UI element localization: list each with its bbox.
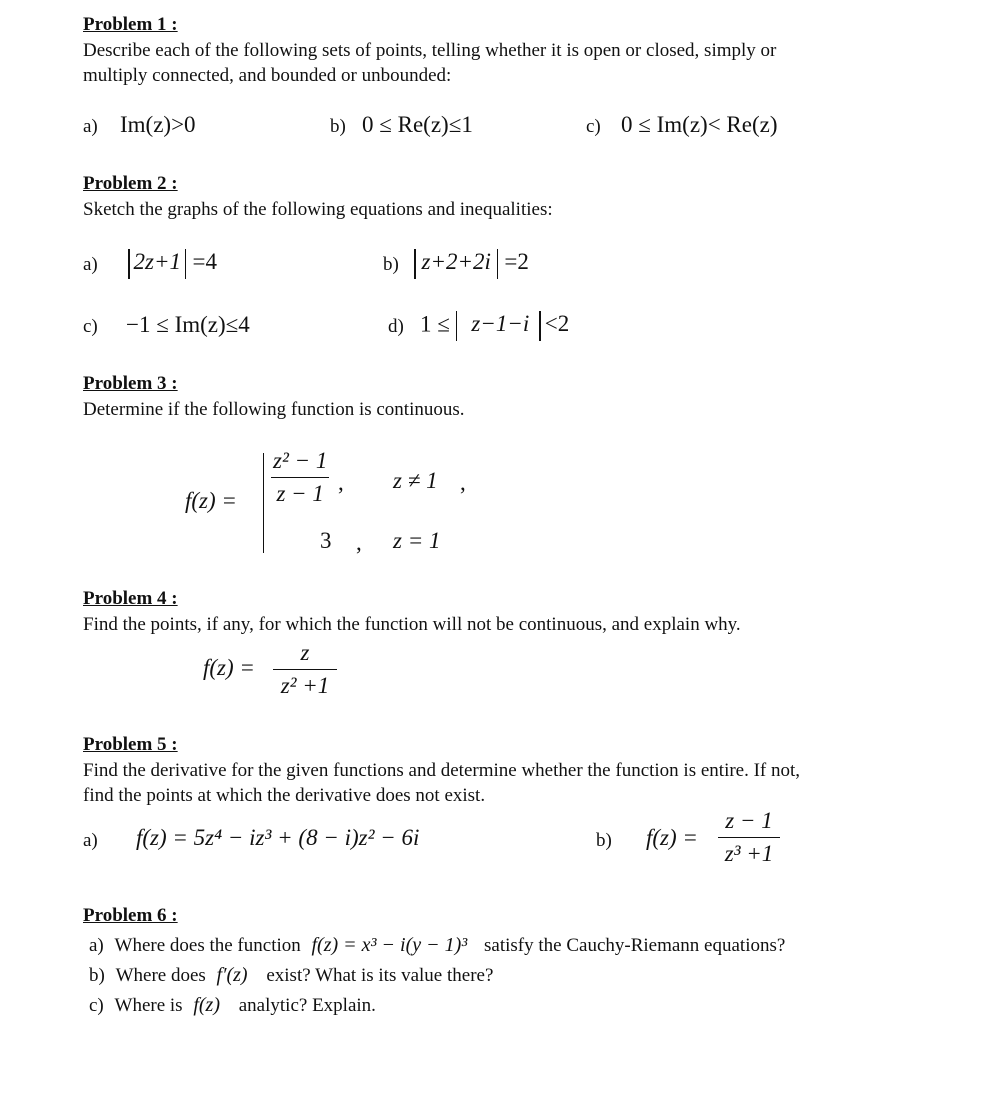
problem-5b-denominator: z³ +1 bbox=[724, 841, 774, 866]
problem-2-heading: Problem 2 : bbox=[83, 173, 178, 194]
problem-4-denominator: z² +1 bbox=[280, 673, 330, 698]
problem-3-condition-2: z = 1 bbox=[393, 528, 441, 553]
problem-1a-expression: Im(z)>0 bbox=[120, 112, 196, 137]
problem-6b-text-1: Where does bbox=[115, 965, 206, 986]
problem-6a-line bbox=[89, 933, 785, 958]
problem-2d-inner: z−1−i bbox=[471, 311, 530, 337]
problem-6b-text-2: exist? What is its value there? bbox=[266, 965, 494, 986]
problem-3-value-2: 3 bbox=[320, 528, 332, 553]
problem-1c-expression: 0 ≤ Im(z)< Re(z) bbox=[621, 112, 778, 137]
problem-2a-inner: 2z+1 bbox=[133, 249, 181, 275]
problem-3-description: Determine if the following function is continuous. bbox=[83, 399, 465, 420]
problem-2b-label: b) bbox=[383, 254, 399, 275]
problem-2a-rhs: =4 bbox=[192, 249, 217, 275]
problem-3-denominator: z − 1 bbox=[276, 481, 324, 506]
problem-6a-math: f(z) = x³ − i(y − 1)³ bbox=[311, 934, 468, 956]
problem-6c-math: f(z) bbox=[193, 994, 220, 1016]
problem-3-comma-1b: , bbox=[460, 470, 466, 495]
problem-5-heading: Problem 5 : bbox=[83, 734, 178, 755]
abs-bar-left bbox=[414, 249, 416, 279]
problem-6c-label: c) bbox=[89, 995, 104, 1016]
problem-2c-expression: −1 ≤ Im(z)≤4 bbox=[126, 312, 250, 337]
problem-2d-lhs: 1 ≤ bbox=[420, 311, 450, 337]
problem-6a-text-1: Where does the function bbox=[114, 935, 301, 956]
problem-6a-label: a) bbox=[89, 935, 104, 956]
problem-1a-label: a) bbox=[83, 116, 98, 137]
abs-bar-right bbox=[539, 311, 541, 341]
abs-bar-left bbox=[456, 311, 458, 341]
problem-5-description-line-1: Find the derivative for the given functions and determine whether the function is entire. If not, bbox=[83, 760, 801, 781]
problem-6b-math: f′(z) bbox=[216, 964, 248, 986]
problem-1-description-line-2: multiply connected, and bounded or unbounded: bbox=[83, 65, 452, 86]
problem-5-description-line-2: find the points at which the derivative does not exist. bbox=[83, 785, 486, 806]
problem-2d-label: d) bbox=[388, 316, 404, 337]
problem-1-description-line-1: Describe each of the following sets of points, telling whether it is open or closed, simply or bbox=[83, 40, 777, 61]
problem-2c-label: c) bbox=[83, 316, 98, 337]
problem-2a-expression bbox=[128, 249, 217, 279]
problem-2b-inner: z+2+2i bbox=[421, 249, 491, 275]
problem-5b-numerator: z − 1 bbox=[718, 808, 780, 838]
piecewise-brace bbox=[263, 453, 264, 553]
problem-4-description: Find the points, if any, for which the function will not be continuous, and explain why. bbox=[83, 614, 741, 635]
abs-bar-right bbox=[185, 249, 187, 279]
problem-3-condition-1: z ≠ 1 bbox=[393, 468, 438, 493]
problem-3-heading: Problem 3 : bbox=[83, 373, 178, 394]
problem-6c-text-1: Where is bbox=[114, 995, 183, 1016]
problem-4-function-lhs: f(z) = bbox=[203, 655, 255, 680]
problem-2d-rhs: <2 bbox=[544, 311, 570, 337]
problem-3-fraction bbox=[271, 448, 329, 507]
problem-5b-function-lhs: f(z) = bbox=[646, 825, 698, 850]
problem-6b-line bbox=[89, 963, 493, 988]
abs-bar-right bbox=[497, 249, 499, 279]
problem-4-heading: Problem 4 : bbox=[83, 588, 178, 609]
problem-1b-expression: 0 ≤ Re(z)≤1 bbox=[362, 112, 473, 137]
problem-6-heading: Problem 6 : bbox=[83, 905, 178, 926]
problem-2b-rhs: =2 bbox=[504, 249, 529, 275]
problem-5a-expression: f(z) = 5z⁴ − iz³ + (8 − i)z² − 6i bbox=[136, 825, 420, 850]
problem-3-comma-1: , bbox=[338, 470, 344, 495]
problem-1-heading: Problem 1 : bbox=[83, 14, 178, 35]
problem-6c-line bbox=[89, 993, 376, 1018]
problem-6c-text-2: analytic? Explain. bbox=[238, 995, 376, 1016]
problem-3-function-lhs: f(z) = bbox=[185, 488, 237, 513]
problem-2d-expression bbox=[420, 311, 569, 341]
problem-2-description: Sketch the graphs of the following equations and inequalities: bbox=[83, 199, 553, 220]
problem-2b-expression bbox=[414, 249, 529, 279]
problem-1b-label: b) bbox=[330, 116, 346, 137]
problem-5a-label: a) bbox=[83, 830, 98, 851]
problem-6a-text-2: satisfy the Cauchy-Riemann equations? bbox=[484, 935, 786, 956]
problem-3-comma-2: , bbox=[356, 530, 362, 555]
problem-6b-label: b) bbox=[89, 965, 105, 986]
abs-bar-left bbox=[128, 249, 130, 279]
problem-4-numerator: z bbox=[273, 640, 337, 670]
problem-2a-label: a) bbox=[83, 254, 98, 275]
problem-3-numerator: z² − 1 bbox=[271, 448, 329, 478]
problem-1c-label: c) bbox=[586, 116, 601, 137]
problem-5b-fraction bbox=[718, 808, 780, 867]
problem-4-fraction bbox=[273, 640, 337, 699]
problem-5b-label: b) bbox=[596, 830, 612, 851]
